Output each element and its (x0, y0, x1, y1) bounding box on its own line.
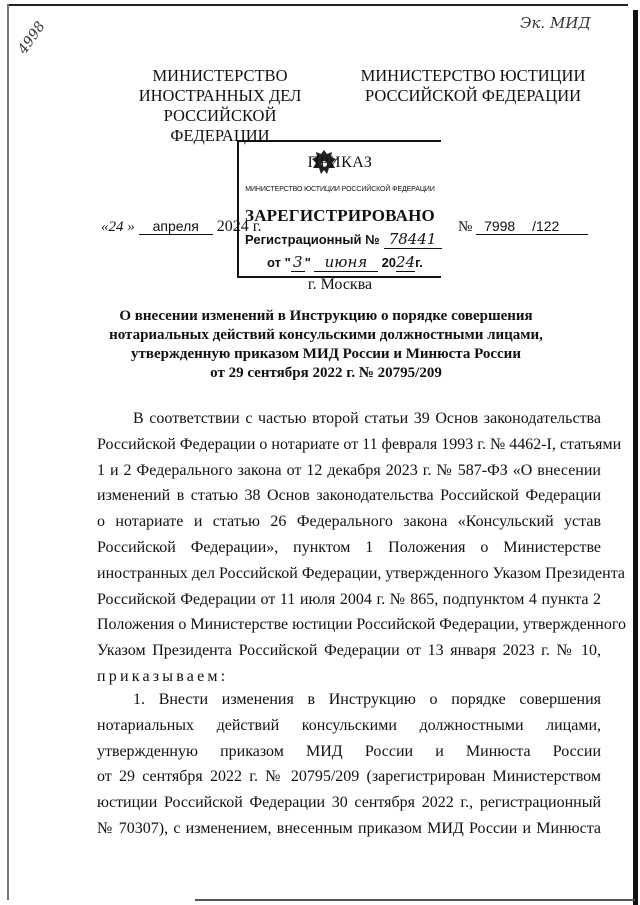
scan-edge-top (8, 4, 628, 6)
order-number-label: № (458, 219, 473, 235)
title-line: О внесении изменений в Инструкцию о порядке совершения (119, 308, 533, 324)
stamp-day-suffix: " (304, 255, 311, 270)
order-number-mid: 7998 (476, 218, 532, 235)
text-line: утвержденную приказом МИД России и Минюста России (97, 742, 601, 760)
ministry-left-line: РОССИЙСКОЙ ФЕДЕРАЦИИ (163, 106, 277, 145)
stamp-reg-number: 78441 (384, 230, 442, 249)
text-line: № 70307), с изменением, внесенным приказом МИД России и Минюста (97, 819, 601, 837)
order-date (101, 218, 262, 236)
ministry-justice-header (358, 66, 588, 106)
order-word: приказываем: (97, 667, 229, 685)
text-line: изменений в статью 38 Основ законодательства Российской Федерации (97, 487, 601, 505)
order-number-minjust: /122 (532, 218, 588, 235)
stamp-month: июня (314, 253, 378, 272)
title-line: утвержденную приказом МИД России и Минюста России (131, 346, 521, 362)
order-day: «24 » (101, 219, 135, 235)
text-line: Российской Федерации о нотариате от 11 февраля 1993 г. № 4462-I, статьями (97, 435, 622, 453)
text-line: Российской Федерации», пунктом 1 Положения о Министерстве (97, 538, 601, 556)
registration-stamp (237, 140, 441, 278)
item-1-paragraph (97, 687, 601, 842)
order-year: 2024 г. (216, 218, 262, 235)
stamp-reg-label: Регистрационный № (245, 232, 380, 247)
stamp-registered-label: ЗАРЕГИСТРИРОВАНО (245, 206, 435, 225)
handwritten-note-top-right: Эк. МИД (520, 14, 591, 32)
stamp-year-suffix: г. (415, 255, 423, 270)
text-line: 1 и 2 Федерального закона от 12 декабря 2023 г. № 587-ФЗ «О внесении (97, 461, 601, 479)
title-line: от 29 сентября 2022 г. № 20795/209 (210, 365, 442, 381)
stamp-date-prefix: от " (267, 255, 291, 270)
ministry-right-line: МИНИСТЕРСТВО ЮСТИЦИИ (360, 66, 586, 85)
text-line: 1. Внести изменения в Инструкцию о порядке совершения (133, 691, 601, 708)
text-line: В соответствии с частью второй статьи 39 Основ законодательства (133, 410, 601, 427)
text-line: от 29 сентября 2022 г. № 20795/209 (зарегистрирован Министерством (97, 768, 601, 786)
preamble-paragraph (97, 406, 626, 690)
scan-edge-right (633, 10, 638, 905)
handwritten-number-top-left: 4998 (15, 18, 49, 58)
ministry-left-line: ИНОСТРАННЫХ ДЕЛ (138, 86, 302, 105)
stamp-year-prefix: 20 (381, 255, 397, 270)
stamp-day: 3 (291, 253, 305, 272)
stamp-title: ПРИКАЗ (307, 154, 373, 171)
stamp-year: 24 (396, 253, 416, 271)
scan-edge-bottom (195, 899, 635, 901)
title-line: нотариальных действий консульскими должностными лицами, (109, 327, 543, 343)
stamp-registration-date-line (267, 253, 423, 272)
ministry-foreign-affairs-header (112, 66, 328, 146)
order-number (458, 218, 588, 236)
document-title (96, 307, 556, 383)
text-line: Российской Федерации от 11 июля 2004 г. № 865, подпунктом 4 пункта 2 (97, 590, 601, 608)
ministry-right-line: РОССИЙСКОЙ ФЕДЕРАЦИИ (364, 86, 582, 105)
stamp-registration-number-line (245, 230, 442, 249)
ministry-left-line: МИНИСТЕРСТВО (152, 66, 288, 85)
text-line: нотариальных действий консульскими должностными лицами, (97, 716, 601, 734)
text-line: Указом Президента Российской Федерации от 13 января 2023 г. № 10, (97, 642, 601, 660)
order-month: апреля (139, 218, 213, 235)
text-line: юстиции Российской Федерации 30 сентября 2022 г., регистрационный (97, 794, 601, 812)
stamp-ministry-name: МИНИСТЕРСТВО ЮСТИЦИИ РОССИЙСКОЙ ФЕДЕРАЦИИ (245, 186, 435, 193)
text-line: Положения о Министерстве юстиции Российской Федерации, утвержденного (97, 616, 626, 634)
text-line: о нотариате и статью 26 Федерального закона «Консульский устав (97, 513, 601, 531)
text-line: иностранных дел Российской Федерации, утвержденного Указом Президента (97, 564, 625, 582)
order-city: г. Москва (307, 276, 373, 293)
scan-edge-left (7, 4, 9, 900)
